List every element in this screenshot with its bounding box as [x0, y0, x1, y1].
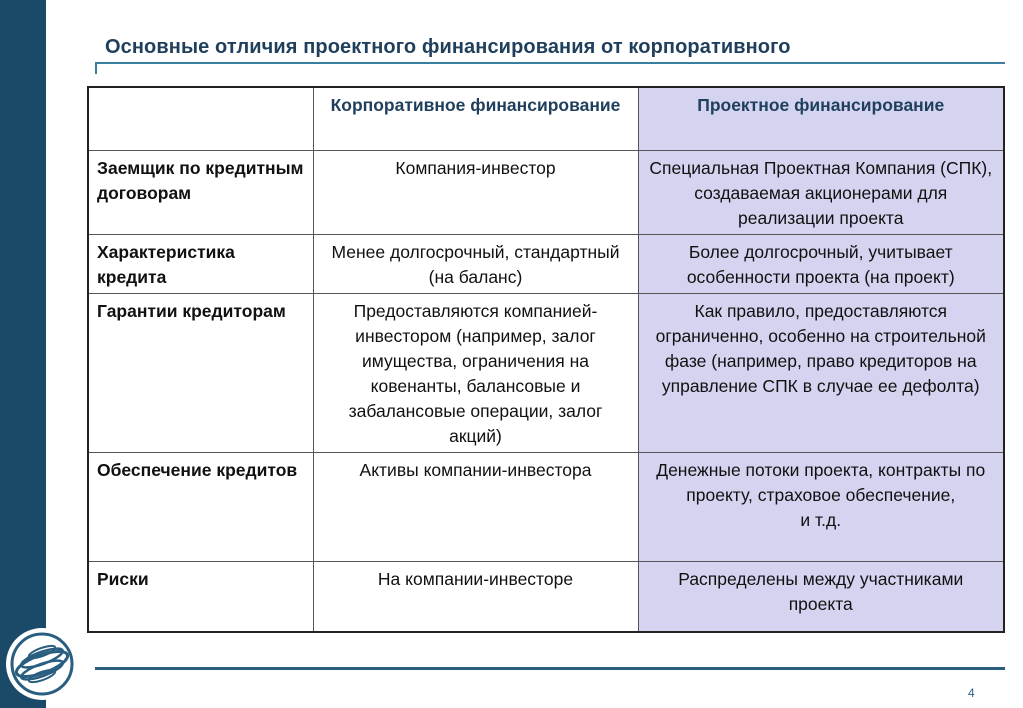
- row-label: Заемщик по кредитным договорам: [88, 150, 313, 234]
- row-project-cell: [638, 452, 1004, 561]
- row-corporate-cell: Менее долгосрочный, стандартный (на баланс): [313, 234, 638, 293]
- header-empty-cell: [88, 87, 313, 150]
- footer-rule: [95, 667, 1005, 670]
- row-project-cell: Как правило, предоставляются ограниченно, особенно на строительной фазе (например, право кредиторов на управление СПК в случае ее дефолта): [638, 293, 1004, 452]
- page-number: 4: [968, 686, 975, 700]
- globe-logo-icon: [6, 628, 78, 700]
- row-project-text: Денежные потоки проекта, контракты по проекту, страховое обеспечение,: [656, 459, 986, 505]
- row-corporate-cell: На компании-инвесторе: [313, 561, 638, 632]
- left-band: [0, 0, 46, 708]
- row-corporate-cell: Активы компании-инвестора: [313, 452, 638, 561]
- row-label: Риски: [88, 561, 313, 632]
- table-row: [88, 293, 1004, 452]
- title-underline: [95, 62, 1005, 64]
- table-row: [88, 452, 1004, 561]
- header-project: Проектное финансирование: [638, 87, 1004, 150]
- row-project-cell: Более долгосрочный, учитывает особенности проекта (на проект): [638, 234, 1004, 293]
- header-corporate: Корпоративное финансирование: [313, 87, 638, 150]
- table-row: [88, 234, 1004, 293]
- row-project-cell: Специальная Проектная Компания (СПК), создаваемая акционерами для реализации проекта: [638, 150, 1004, 234]
- row-label: Обеспечение кредитов: [88, 452, 313, 561]
- table-header-row: [88, 87, 1004, 150]
- row-corporate-cell: Предоставляются компанией-инвестором (например, залог имущества, ограничения на ковенанты, балансовые и забалансовые операции, залог акций): [313, 293, 638, 452]
- slide-title: Основные отличия проектного финансирования от корпоративного: [105, 36, 791, 58]
- row-label: Гарантии кредиторам: [88, 293, 313, 452]
- row-project-cell: Распределены между участниками проекта: [638, 561, 1004, 632]
- row-corporate-cell: Компания-инвестор: [313, 150, 638, 234]
- row-project-text-line2: и т.д.: [800, 509, 842, 530]
- row-label: Характеристика кредита: [88, 234, 313, 293]
- table-row: [88, 150, 1004, 234]
- title-underline-tick: [95, 62, 97, 74]
- table-row: [88, 561, 1004, 632]
- comparison-table: [87, 86, 1005, 633]
